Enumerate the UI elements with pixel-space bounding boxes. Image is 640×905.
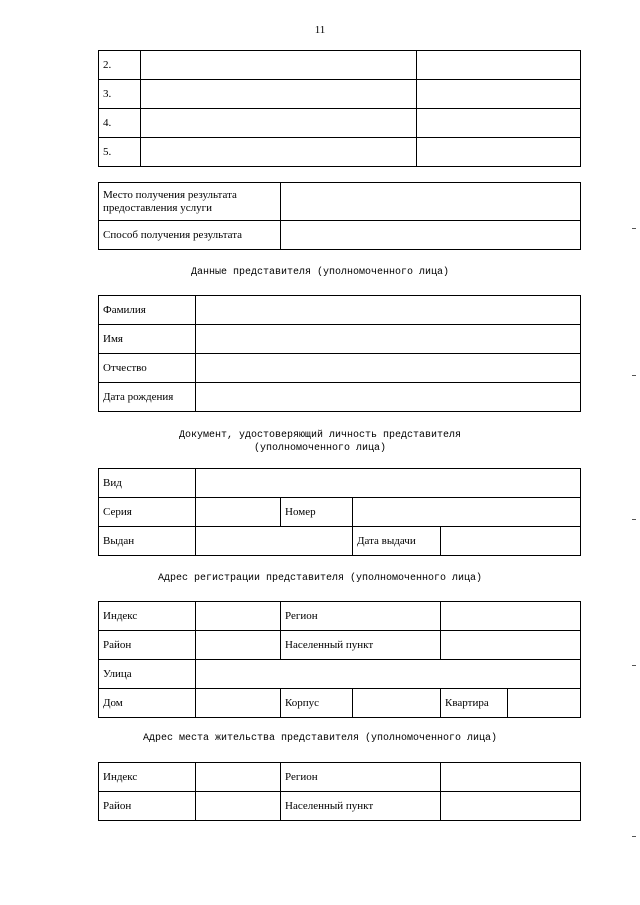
result-place-label: Место получения результата предоставления услуги (99, 183, 281, 221)
surname-label: Фамилия (99, 296, 196, 325)
table-row (99, 792, 581, 821)
table-row (99, 109, 581, 138)
reg-street-label: Улица (99, 660, 196, 689)
res-region-label: Регион (281, 763, 441, 792)
row-field-2[interactable] (417, 51, 581, 80)
table-row (99, 183, 581, 221)
reg-locality-label: Населенный пункт (281, 631, 441, 660)
table-row (99, 660, 581, 689)
row-number: 2. (99, 51, 141, 80)
row-number: 4. (99, 109, 141, 138)
row-field-2[interactable] (417, 109, 581, 138)
result-method-label: Способ получения результата (99, 221, 281, 250)
doc-issued-by-label: Выдан (99, 527, 196, 556)
res-index-label: Индекс (99, 763, 196, 792)
reg-apartment-label: Квартира (441, 689, 508, 718)
row-field-1[interactable] (141, 109, 417, 138)
registration-address-section-title: Адрес регистрации представителя (уполномоченного лица) (157, 573, 483, 584)
scan-edge-mark (632, 228, 636, 229)
doc-type-field[interactable] (196, 469, 581, 498)
registration-address-table (98, 601, 581, 718)
scan-edge-mark (632, 519, 636, 520)
doc-number-field[interactable] (353, 498, 581, 527)
row-number: 5. (99, 138, 141, 167)
table-row (99, 498, 581, 527)
table-row (99, 763, 581, 792)
reg-district-label: Район (99, 631, 196, 660)
result-place-field[interactable] (281, 183, 581, 221)
result-method-field[interactable] (281, 221, 581, 250)
table-row (99, 527, 581, 556)
res-locality-field[interactable] (441, 792, 581, 821)
table-row (99, 138, 581, 167)
result-table (98, 182, 581, 250)
patronymic-field[interactable] (196, 354, 581, 383)
res-region-field[interactable] (441, 763, 581, 792)
birth-date-field[interactable] (196, 383, 581, 412)
table-row (99, 689, 581, 718)
doc-type-label: Вид (99, 469, 196, 498)
reg-region-field[interactable] (441, 602, 581, 631)
reg-district-field[interactable] (196, 631, 281, 660)
residence-address-section-title: Адрес места жительства представителя (уполномоченного лица) (142, 733, 498, 744)
representative-section-title: Данные представителя (уполномоченного лица) (190, 267, 450, 278)
reg-house-field[interactable] (196, 689, 281, 718)
scan-edge-mark (632, 665, 636, 666)
doc-issued-by-field[interactable] (196, 527, 353, 556)
reg-locality-field[interactable] (441, 631, 581, 660)
numbered-rows-table (98, 50, 581, 167)
doc-issue-date-field[interactable] (441, 527, 581, 556)
reg-building-field[interactable] (353, 689, 441, 718)
reg-street-field[interactable] (196, 660, 581, 689)
birth-date-label: Дата рождения (99, 383, 196, 412)
table-row (99, 631, 581, 660)
res-locality-label: Населенный пункт (281, 792, 441, 821)
id-document-table (98, 468, 581, 556)
reg-index-label: Индекс (99, 602, 196, 631)
id-document-section-title: Документ, удостоверяющий личность представителя (уполномоченного лица) (178, 430, 462, 454)
reg-apartment-field[interactable] (508, 689, 581, 718)
name-field[interactable] (196, 325, 581, 354)
representative-table (98, 295, 581, 412)
table-row (99, 469, 581, 498)
doc-number-label: Номер (281, 498, 353, 527)
doc-series-label: Серия (99, 498, 196, 527)
reg-house-label: Дом (99, 689, 196, 718)
row-field-2[interactable] (417, 80, 581, 109)
row-number: 3. (99, 80, 141, 109)
reg-building-label: Корпус (281, 689, 353, 718)
residence-address-table (98, 762, 581, 821)
table-row (99, 354, 581, 383)
res-index-field[interactable] (196, 763, 281, 792)
row-field-2[interactable] (417, 138, 581, 167)
res-district-label: Район (99, 792, 196, 821)
row-field-1[interactable] (141, 51, 417, 80)
scan-edge-mark (632, 836, 636, 837)
patronymic-label: Отчество (99, 354, 196, 383)
table-row (99, 221, 581, 250)
table-row (99, 296, 581, 325)
page-number: 11 (314, 24, 326, 36)
row-field-1[interactable] (141, 138, 417, 167)
res-district-field[interactable] (196, 792, 281, 821)
doc-series-field[interactable] (196, 498, 281, 527)
reg-region-label: Регион (281, 602, 441, 631)
row-field-1[interactable] (141, 80, 417, 109)
reg-index-field[interactable] (196, 602, 281, 631)
table-row (99, 602, 581, 631)
surname-field[interactable] (196, 296, 581, 325)
table-row (99, 383, 581, 412)
doc-issue-date-label: Дата выдачи (353, 527, 441, 556)
scan-edge-mark (632, 375, 636, 376)
table-row (99, 325, 581, 354)
name-label: Имя (99, 325, 196, 354)
table-row (99, 51, 581, 80)
table-row (99, 80, 581, 109)
